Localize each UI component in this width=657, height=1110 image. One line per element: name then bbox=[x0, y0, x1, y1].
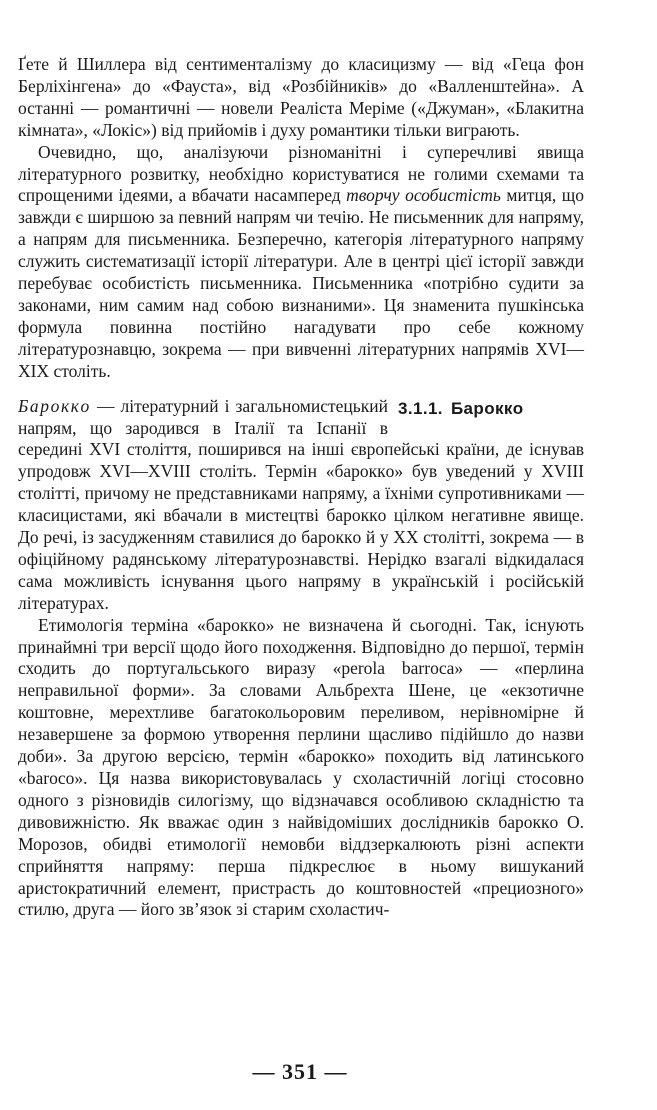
definition-text: — літературний і загальномистецький напрям, що зародився в Італії та Іспанії в середині XVI століття, поширився на інші європейські країни, де існував упродовж XVI—XVIII століть. Термін «бароккo» був уведений у XVIII столітті, причому не представниками напряму, а їхніми супротивниками — класицистами, які вбачали в мистецтві бароккo цілком негативне явище. До речі, із засудженням ставилися до бароккo й у XX столітті, зокрема — в офіційному радянському літературознавстві. Нерідко взагалі відкидалася сама можливість існування цього напряму в українській і російській літературах. bbox=[18, 395, 584, 613]
paragraph-creative-personality bbox=[18, 142, 584, 383]
section-number: 3.1.1. bbox=[398, 398, 443, 418]
book-page bbox=[18, 54, 584, 921]
paragraph-etymology: Етимологія терміна «бароккo» не визначена й сьогодні. Так, існують принаймні три версії щодо його походження. Відповідно до першої, термін сходить до португальського виразу «perola barroca» — «перлина неправильної форми». За словами Альбрехта Шене, це «екзотичне коштовне, мерехтливе багатокольоровим переливом, нерівномірне й незавершене за формою утворення перлини щасливо підійшло до назви доби». За другою версією, термін «бароккo» походить від латинського «barocо». Ця назва використовувалась у схоластичній логіці стосовно одного з різновидів силогізму, що відзначався особливою складністю та дивовижністю. Як вважає один з найвідоміших дослідників бароккo О. Морозов, обидві етимології немовби віддзеркалюють різні аспекти сприйняття напряму: перша підкреслює в ньому вишуканий аристократичний елемент, пристрасть до коштовностей «прециозного» стилю, друга — його зв’язок зі старим схоластич- bbox=[18, 614, 584, 920]
term-baroque: Бароккo bbox=[18, 395, 91, 416]
paragraph-continuation: Ґете й Шиллера від сентименталізму до класицизму — від «Геца фон Берліхінгена» до «Фауста», від «Розбійників» до «Валленштейна». А останні — романтичні — новели Реаліста Меріме («Джуман», «Блакитна кімната», «Локіс») від прийомів і духу романтики тільки виграють. bbox=[18, 54, 584, 140]
section-heading bbox=[398, 399, 584, 419]
page-number: — 351 — bbox=[252, 1059, 348, 1084]
italic-term-creative-personality: творчу особистість bbox=[346, 185, 501, 206]
section-baroque bbox=[18, 396, 584, 615]
paragraph-text-start: Очевидно, що, аналізуючи різноманітні і суперечливі явища літературного розвитку, необхідно користуватися не голими схемами та спрощеними ідеями, а вбачати насамперед bbox=[18, 141, 584, 206]
section-title: Бароккo bbox=[450, 398, 524, 418]
paragraph-baroque-definition bbox=[18, 396, 584, 615]
paragraph-text-end: митця, що завжди є ширшою за певний напрям чи течію. Не письменник для напряму, а напрям для письменника. Безперечно, категорія літературного напряму служить систематизації історії літератури. Але в центрі цієї історії завжди перебуває особистість письменника. Письменника «потрібно судити за законами, ним самим над собою визнаними». Ця знаменита пушкінська формула повинна постійно нагадувати про себе кожному літературознавцю, зокрема — при вивченні літературних напрямів XVI—XIX століть. bbox=[18, 185, 584, 381]
